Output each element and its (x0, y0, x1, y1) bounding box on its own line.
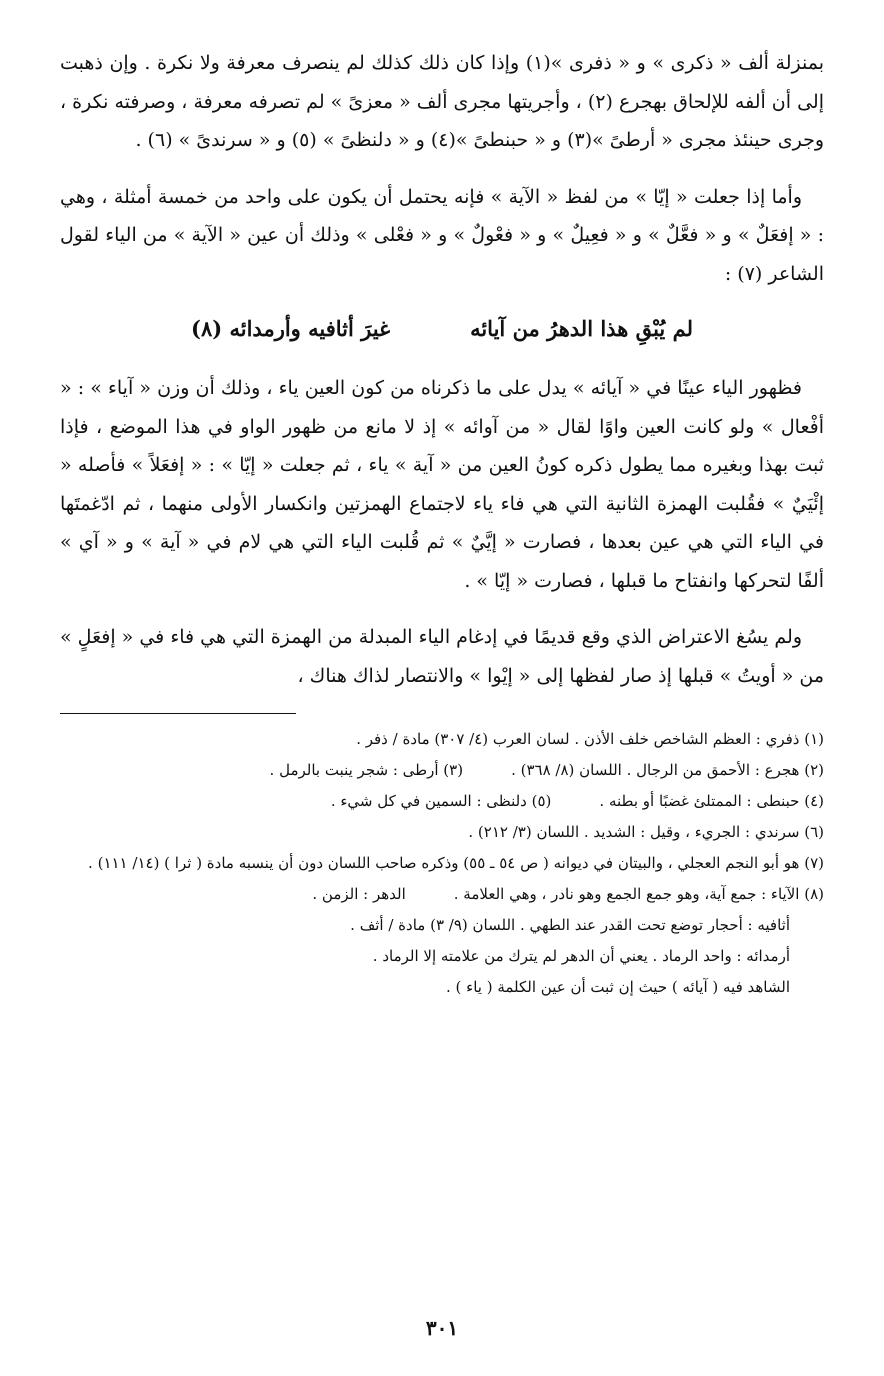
footnote-row-2-3 (60, 755, 824, 786)
footnote-8-athafi: أثافيه : أحجار توضع تحت القدر عند الطهي . اللسان (٩/ ٣) مادة / أثف . (350, 916, 790, 934)
footnote-8: (٨) الآياء : جمع آية، وهو جمع الجمع وهو نادر ، وهي العلامة . (453, 885, 824, 903)
document-page (60, 44, 824, 1003)
verse-first-hemistich: لم يُبْقِ هذا الدهرُ من آيائه (470, 316, 693, 341)
footnote-row-8 (60, 879, 824, 910)
page-number: ٣٠١ (425, 1316, 459, 1340)
footnote-6: (٦) سرندي : الجريء ، وقيل : الشديد . اللسان (٣/ ٢١٢) . (468, 823, 824, 841)
footnote-7: (٧) هو أبو النجم العجلي ، والبيتان في ديوانه ( ص ٥٤ ـ ٥٥) وذكره صاحب اللسان دون أن ينسبه مادة ( ثرا ) (١٤/ ١١١) . (88, 854, 824, 872)
footnote-divider (60, 713, 296, 714)
paragraph-4: ولم يسُغ الاعتراض الذي وقع قديمًا في إدغام الياء المبدلة من الهمزة التي هي فاء في « إفعَلٍ » من « أويتُ » قبلها إذ صار لفظها إلى « إيْوا » والانتصار لذاك هناك ، (60, 626, 824, 687)
footnotes (60, 724, 824, 1003)
paragraph-3: فظهور الياء عينًا في « آيائه » يدل على ما ذكرناه من كون العين ياء ، وذلك أن وزن « آياء » : « أفْعال » ولو كانت العين واوًا لقال « من آوائه » إذ لا مانع من ظهور الواو في هذا الموضع ، فإذا ثبت بهذا وبغيره مما يطول ذكره كونُ العين من « آية » ياء ، ثم جعلت « إيّا » : « إفعَلاً » فأصله « إئْيَيٌ » فقُلبت الهمزة الثانية التي هي فاء ياء لاجتماع الهمزتين وانكسار الأولى منهما ، ثم ادّغمتَها في الياء التي هي عين بعدها ، فصارت « إيَّيٌ » ثم قُلبت الياء التي هي لام في « آية » و « آي » ألفًا لتحركها وانفتاح ما قبلها ، فصارت « إيّا » . (60, 377, 824, 592)
paragraph-1: بمنزلة ألف « ذكرى » و « ذفرى »(١) وإذا كان ذلك كذلك لم ينصرف معرفة ولا نكرة . وإن ذهبت إلى أن ألفه للإلحاق بهجرع (٢) ، وأجريتها مجرى ألف « معزىً » لم تصرفه معرفة ، وصرفته نكرة ، وجرى حينئذ مجرى « أرطىً »(٣) و « حبنطىً »(٤) و « دلنظىً » (٥) و « سرندىً » (٦) . (60, 52, 824, 151)
footnote-8-armada: أرمدائه : واحد الرماد . يعني أن الدهر لم يترك من علامته إلا الرماد . (372, 947, 790, 965)
footnote-row-4-5 (60, 786, 824, 817)
footnote-5: (٥) دلنظى : السمين في كل شيء . (330, 792, 552, 810)
footnote-8-time: الدهر : الزمن . (312, 885, 406, 903)
footnote-2: (٢) هجرع : الأحمق من الرجال . اللسان (٨/ ٣٦٨) . (511, 761, 824, 779)
verse-second-hemistich: غيرَ أثافيه وأرمدائه (٨) (191, 316, 391, 341)
footnote-3: (٣) أرطى : شجر ينبت بالرمل . (269, 761, 464, 779)
footnote-1: (١) ذفري : العظم الشاخص خلف الأذن . لسان العرب (٤/ ٣٠٧) مادة / ذفر . (356, 730, 824, 748)
poetry-verse (60, 311, 824, 347)
footnote-8-evidence: الشاهد فيه ( آيائه ) حيث إن ثبت أن عين الكلمة ( ياء ) . (446, 978, 790, 996)
footnote-4: (٤) حبنطى : الممتلئ غضبًا أو بطنه . (599, 792, 824, 810)
paragraph-2: وأما إذا جعلت « إيّا » من لفظ « الآية » فإنه يحتمل أن يكون على واحد من خمسة أمثلة ، وهي : « إفعَلٌ » و « فعَّلٌ » و « فعِيلٌ » و « فعْولٌ » و « فعْلى » وذلك أن عين « الآية » من الياء لقول الشاعر (٧) : (60, 185, 824, 285)
